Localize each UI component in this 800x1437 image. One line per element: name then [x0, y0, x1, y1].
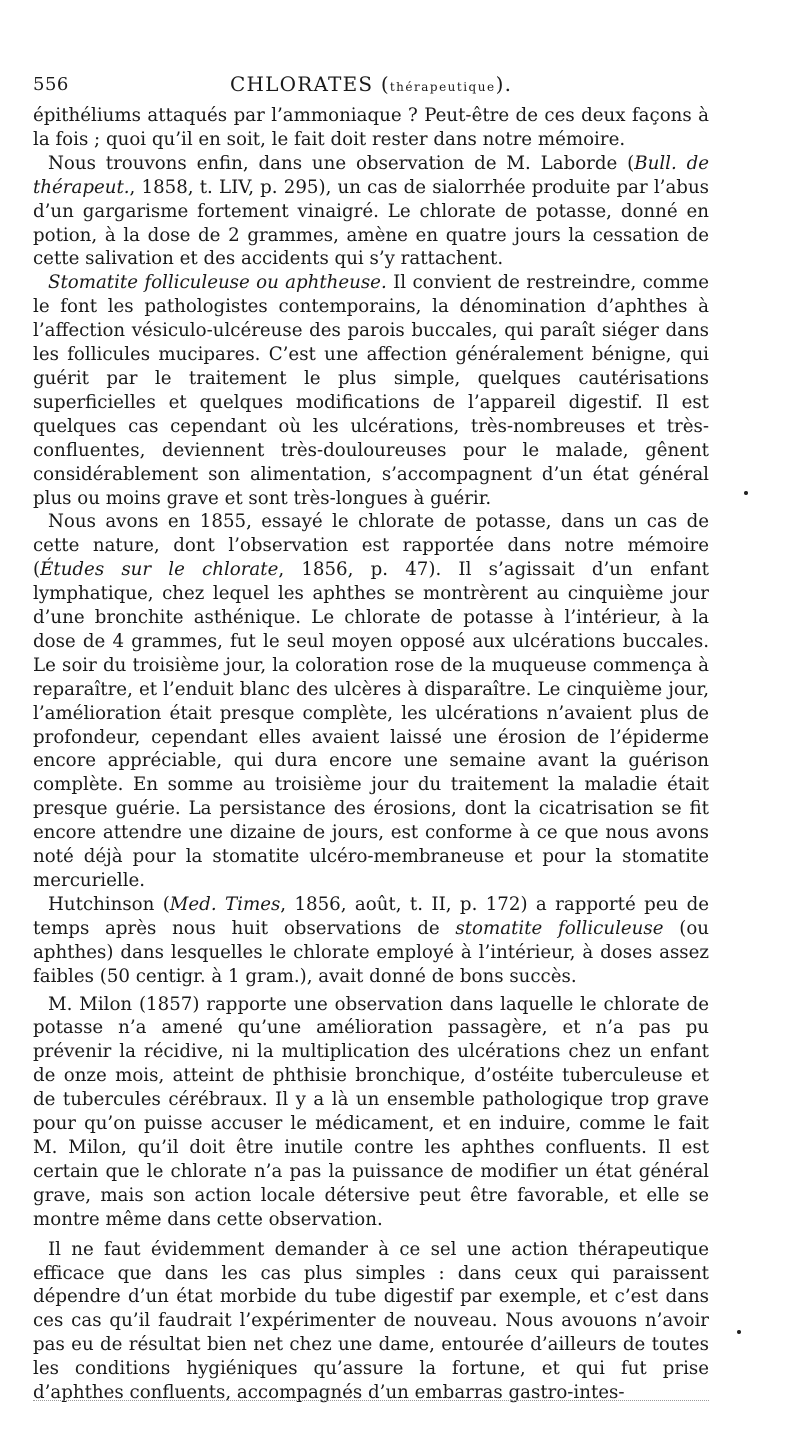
running-title	[230, 72, 512, 96]
paragraph-text: (ou aphthes) dans lesquelles le chlorate employé à l’intérieur, à doses assez faibles (50 centigr. à 1 gram.), avait donné de bons succès.	[33, 917, 709, 987]
paragraph-laborde	[33, 152, 709, 272]
page-number: 556	[33, 74, 69, 95]
margin-speck	[744, 491, 748, 495]
paragraph-stomatite	[33, 271, 709, 510]
page-body	[33, 104, 709, 1405]
paragraph-text: , 1858, t. LIV, p. 295), un cas de sialorrhée produite par l’abus d’un gargarisme fortement vinaigré. Le chlorate de potasse, donné en potion, à la dose de 2 grammes, amène en quatre jours la cessation de cette salivation et des accidents qui s’y rattachent.	[33, 176, 709, 270]
paragraph-hutchinson	[33, 893, 709, 989]
paragraph-observation-1855	[33, 510, 709, 893]
bottom-dotted-rule	[33, 1400, 709, 1401]
paragraph-text: , 1856, août, t. II, p. 172) a rapporté peu de temps après nous huit observations de	[33, 893, 710, 939]
running-title-small-caps: thérapeutique	[389, 80, 496, 94]
margin-speck	[737, 1330, 741, 1334]
paragraph-text: Nous trouvons enfin, dans une observation de M. Laborde (	[48, 152, 635, 174]
paragraph-text: Il ne faut évidemment demander à ce sel une action thérapeutique efficace que dans les cas plus simples : dans ceux qui paraissent dépendre d’un état morbide du tube digestif par exemple, et c’est dans ces cas qu’il faudrait l’expérimenter de nouveau. Nous avouons n’avoir pas eu de résultat bien net chez une dame, entourée d’ailleurs de toutes les conditions hygiéniques qu’assure la fortune, et qui fut prise d’aphthes confluents, accompagnés d’un embarras gastro-intes-	[33, 1238, 709, 1404]
running-title-main: CHLORATES (	[230, 72, 390, 96]
citation-italic: Bull. de thérapeut.	[33, 152, 709, 198]
citation-italic: Études sur le chlorate	[40, 559, 279, 581]
paragraph-text: épithéliums attaqués par l’ammoniaque ? Peut-être de ces deux façons à la fois ; quoi qu’il en soit, le fait doit rester dans notre mémoire.	[33, 105, 709, 150]
running-title-end: ).	[495, 72, 513, 96]
citation-italic: Med. Times	[169, 893, 281, 915]
paragraph-therapeutic-action	[33, 1238, 709, 1405]
paragraph-text: Hutchinson (	[48, 893, 170, 915]
paragraph-text: , 1856, p. 47). Il s’agissait d’un enfant lymphatique, chez lequel les aphthes se montrèrent au cinquième jour d’une bronchite asthénique. Le chlorate de potasse à l’intérieur, à la dose de 4 grammes, fut le seul moyen opposé aux ulcérations buccales. Le soir du troisième jour, la coloration rose de la muqueuse commença à reparaître, et l’enduit blanc des ulcères à disparaître. Le cinquième jour, l’amélioration était presque complète, les ulcérations n’avaient plus de profondeur, cependant elles avaient laissé une érosion de l’épiderme encore appréciable, qui dura encore une semaine avant la guérison complète. En somme au troisième jour du traitement la maladie était presque guérie. La persistance des érosions, dont la cicatrisation se fit encore attendre une dizaine de jours, est conforme à ce que nous avons noté déjà pour la stomatite ulcéro-membraneuse et pour la stomatite mercurielle.	[33, 559, 709, 891]
paragraph-text: Nous avons en 1855, essayé le chlorate de potasse, dans un cas de cette nature, dont l’observation est rapportée dans notre mémoire (	[33, 511, 709, 581]
paragraph-milon	[33, 993, 709, 1232]
paragraph-continuation	[33, 104, 709, 152]
section-lead-title: Stomatite folliculeuse ou aphtheuse.	[48, 272, 387, 294]
page-header	[33, 70, 709, 96]
paragraph-text: Il convient de restreindre, comme le font les pathologistes contemporains, la dénomination d’aphthes à l’affection vésiculo-ulcéreuse des parois buccales, qui paraît siéger dans les follicules mucipares. C’est une affection généralement bénigne, qui guérit par le traitement le plus simple, quelques cautérisations superficielles et quelques modifications de l’appareil digestif. Il est quelques cas cependant où les ulcérations, très-nombreuses et très-confluentes, deviennent très-douloureuses pour le malade, gênent considérablement son alimentation, s’accompagnent d’un état général plus ou moins grave et sont très-longues à guérir.	[33, 272, 709, 509]
book-page	[33, 70, 709, 1405]
term-italic: stomatite folliculeuse	[455, 917, 664, 939]
paragraph-text: M. Milon (1857) rapporte une observation dans laquelle le chlorate de potasse n’a amené qu’une amélioration passagère, et n’a pas pu prévenir la récidive, ni la multiplication des ulcérations chez un enfant de onze mois, atteint de phthisie bronchique, d’ostéite tuberculeuse et de tubercules cérébraux. Il y a là un ensemble pathologique trop grave pour qu’on puisse accuser le médicament, et en induire, comme le fait M. Milon, qu’il doit être inutile contre les aphthes confluents. Il est certain que le chlorate n’a pas la puissance de modifier un état général grave, mais son action locale détersive peut être favorable, et elle se montre même dans cette observation.	[33, 993, 709, 1230]
